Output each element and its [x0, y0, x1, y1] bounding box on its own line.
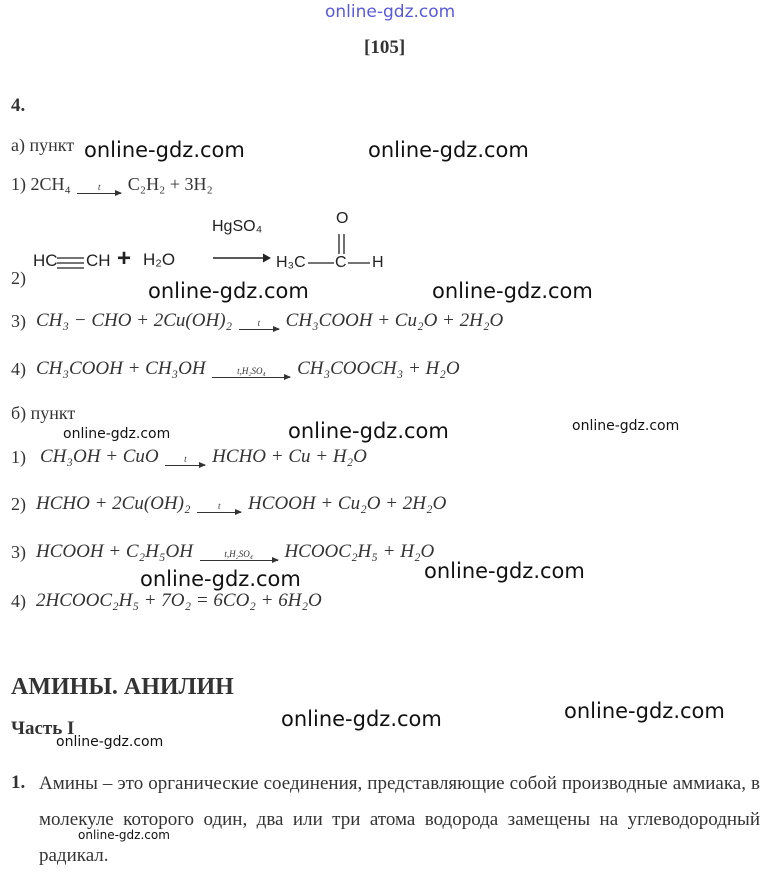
- equation-a3: [36, 310, 503, 332]
- equation-lhs: HCHO + 2Cu(OH)₂: [36, 493, 191, 514]
- equation-a2-number: 2): [11, 268, 26, 288]
- watermark: online-gdz.com: [148, 279, 309, 303]
- watermark: online-gdz.com: [572, 418, 680, 434]
- part-a-label: а) пункт: [11, 135, 75, 155]
- equation-lhs: 2CH₄: [30, 174, 71, 194]
- watermark: online-gdz.com: [84, 138, 245, 162]
- reaction-arrow-icon: t: [165, 455, 205, 466]
- plus-sign: +: [117, 245, 132, 272]
- equation-b4: 2HCOOC₂H₅ + 7O₂ = 6CO₂ + 6H₂O: [36, 590, 322, 611]
- reaction-arrow-icon: t,H₂SO₄: [200, 550, 278, 561]
- equation-b4-number: 4): [11, 591, 26, 611]
- equation-lhs: CH₃OH + CuO: [40, 446, 159, 467]
- reaction-arrow-icon: t: [77, 183, 121, 194]
- acetylene-right: CH: [86, 251, 111, 270]
- equation-b2-number: 2): [11, 494, 26, 514]
- equation-b1-number: 1): [11, 447, 26, 467]
- product-carbon: C: [335, 254, 347, 271]
- product-oxygen: O: [336, 210, 349, 227]
- triple-bond-icon: [56, 256, 86, 270]
- reaction-arrow-icon: t: [197, 502, 241, 513]
- equation-rhs: C₂H₂ + 3H₂: [127, 174, 213, 194]
- equation-rhs: CH₃COOCH₃ + H₂O: [297, 358, 460, 379]
- section-title: АМИНЫ. АНИЛИН: [11, 674, 234, 700]
- watermark: online-gdz.com: [140, 567, 301, 591]
- equation-lhs: HCOOH + C₂H₅OH: [36, 541, 193, 562]
- part-title: Часть I: [11, 718, 75, 739]
- equation-a4-number: 4): [11, 359, 26, 379]
- watermark: online-gdz.com: [424, 559, 585, 583]
- item-number: 1.: [11, 772, 26, 793]
- equation-rhs: HCOOH + Cu₂O + 2H₂O: [248, 493, 447, 514]
- part-b-label: б) пункт: [11, 403, 76, 423]
- item-paragraph: Амины – это органические соединения, представляющие собой производные аммиака, в молекуле которого один, два или три атома водорода замещены на углеводородный радикал.: [39, 773, 760, 866]
- site-header[interactable]: online-gdz.com: [325, 2, 456, 22]
- equation-a4: [36, 358, 460, 380]
- watermark: online-gdz.com: [288, 419, 449, 443]
- equation-b1: [40, 446, 367, 468]
- page-number: [105]: [364, 37, 406, 58]
- equation-number: 1): [11, 174, 26, 194]
- equation-lhs: CH₃COOH + CH₃OH: [36, 358, 206, 379]
- watermark: online-gdz.com: [368, 138, 529, 162]
- watermark: online-gdz.com: [281, 707, 442, 731]
- product-methyl: H₃C: [276, 254, 306, 271]
- equation-b2: [36, 493, 446, 515]
- watermark: online-gdz.com: [56, 734, 164, 750]
- watermark: online-gdz.com: [63, 426, 171, 442]
- reaction-arrow-icon: t: [239, 319, 279, 330]
- water-formula: H₂O: [143, 250, 176, 269]
- equation-rhs: HCHO + Cu + H₂O: [212, 446, 367, 467]
- equation-rhs: CH₃COOH + Cu₂O + 2H₂O: [285, 310, 504, 331]
- product-hydrogen: H: [372, 254, 384, 271]
- equation-lhs: CH₃ − CHO + 2Cu(OH)₂: [36, 310, 233, 331]
- equation-rhs: HCOOC₂H₅ + H₂O: [284, 541, 435, 562]
- watermark: online-gdz.com: [78, 828, 170, 842]
- equation-a3-number: 3): [11, 311, 26, 331]
- equation-b3: [36, 541, 434, 563]
- catalyst-label: HgSO₄: [212, 218, 263, 235]
- equation-a1: [11, 174, 213, 195]
- task-number: 4.: [11, 95, 26, 116]
- watermark: online-gdz.com: [564, 699, 725, 723]
- watermark: online-gdz.com: [432, 279, 593, 303]
- reaction-arrow-icon: t,H₂SO₄: [212, 367, 290, 378]
- reaction-arrow-icon: [213, 252, 271, 264]
- acetylene-formula: HC: [33, 251, 58, 270]
- equation-b3-number: 3): [11, 542, 26, 562]
